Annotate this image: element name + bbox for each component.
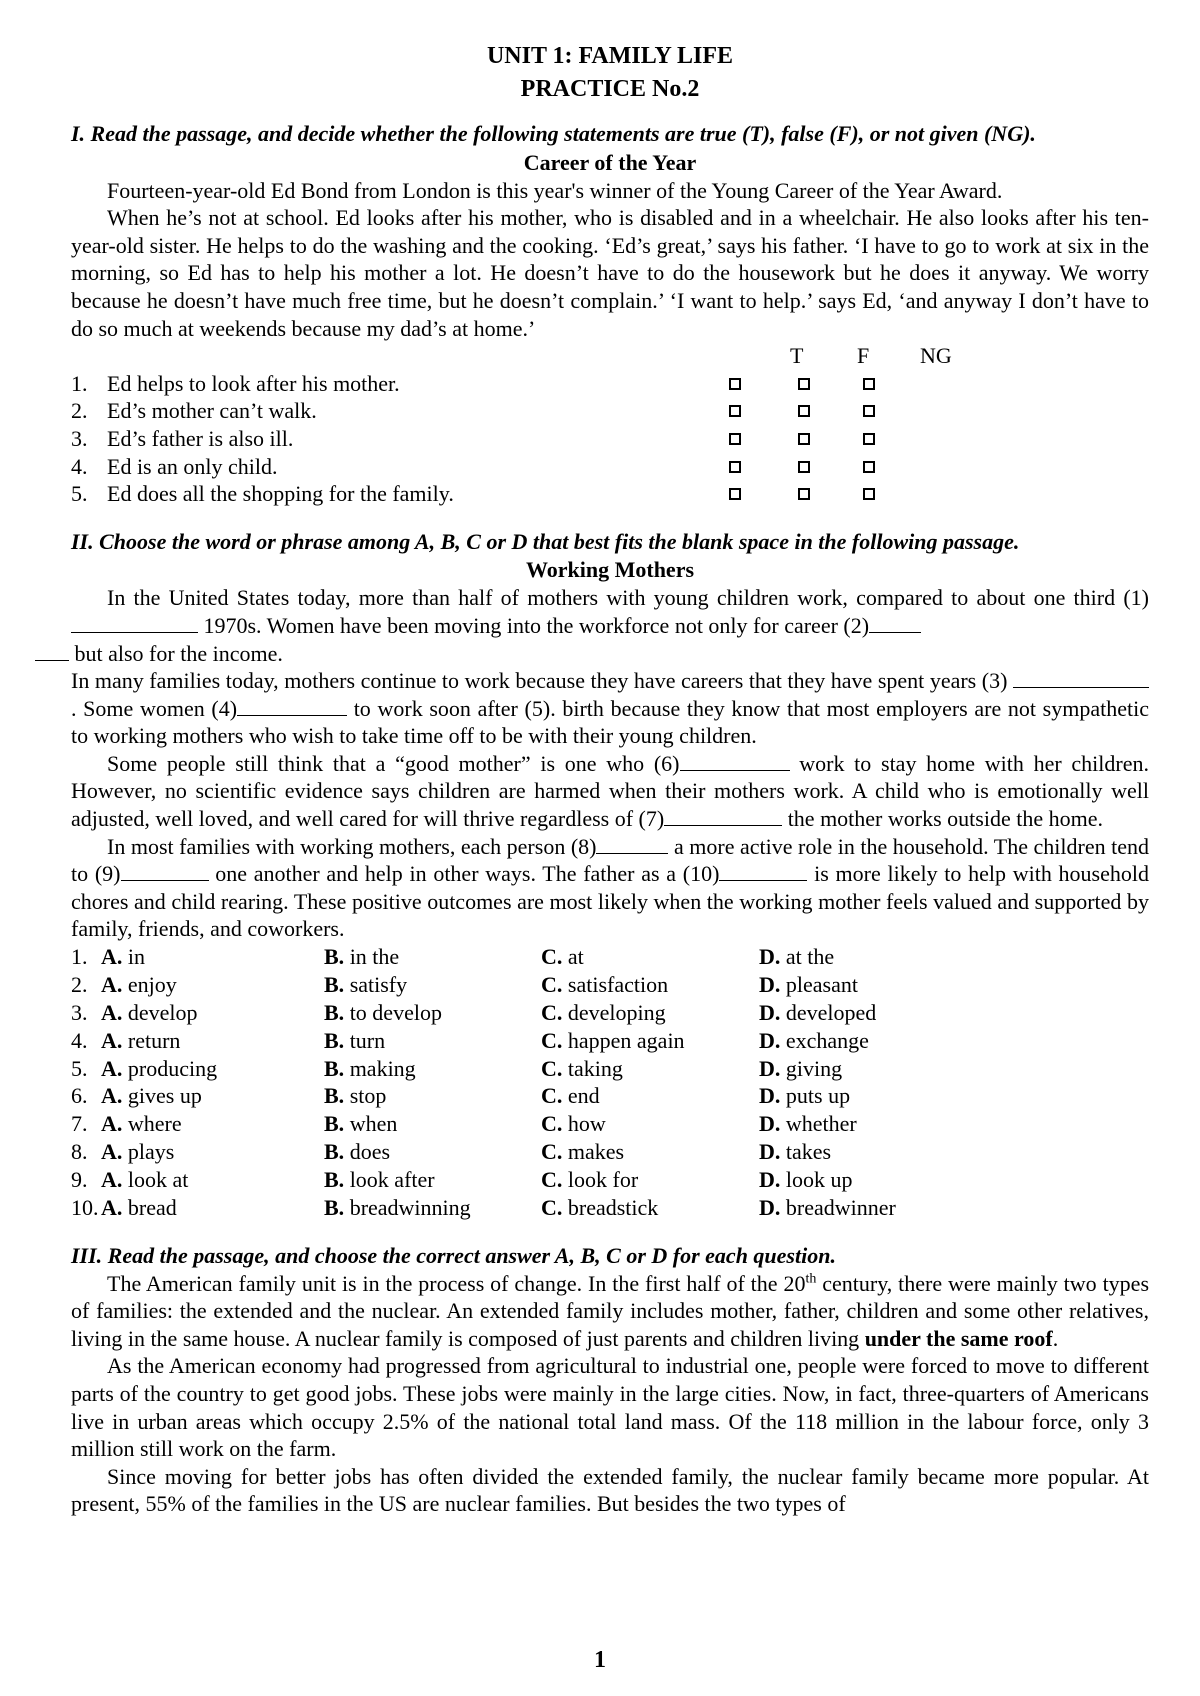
option-letter: B. bbox=[324, 944, 345, 970]
text-run: 1970s. Women have been moving into the workforce not only for career (2) bbox=[198, 612, 870, 638]
section3-paragraph-2: As the American economy had progressed from agricultural to industrial one, people were forced to move to different parts of the country to get good jobs. These jobs were mainly in the large cities. Now, in fact, three-quarters of Americans live in urban areas which occupy 2.5% of the national total land mass. Of the 118 million in the labour force, only 3 million still work on the farm. bbox=[71, 1353, 1149, 1462]
option-letter: D. bbox=[759, 1195, 781, 1221]
section2-passage-title: Working Mothers bbox=[525, 557, 695, 583]
option-text: look for bbox=[567, 1167, 639, 1193]
option-a[interactable] bbox=[101, 1027, 180, 1055]
question-number: 8. bbox=[71, 1139, 88, 1165]
option-text: in the bbox=[349, 944, 400, 970]
option-d[interactable] bbox=[759, 943, 834, 971]
option-text: enjoy bbox=[127, 971, 177, 997]
option-a[interactable] bbox=[101, 1138, 174, 1166]
option-letter: D. bbox=[759, 999, 781, 1025]
option-letter: D. bbox=[759, 1111, 781, 1137]
option-text: where bbox=[127, 1111, 182, 1137]
checkbox-ng[interactable] bbox=[863, 378, 875, 390]
option-text: bread bbox=[127, 1195, 177, 1221]
option-letter: C. bbox=[541, 1055, 563, 1081]
checkbox-t[interactable] bbox=[729, 433, 741, 445]
option-text: happen again bbox=[567, 1027, 685, 1053]
checkbox-ng[interactable] bbox=[863, 488, 875, 500]
statement-text: Ed does all the shopping for the family. bbox=[107, 481, 454, 507]
option-letter: D. bbox=[759, 1055, 781, 1081]
option-a[interactable] bbox=[101, 943, 145, 971]
option-c[interactable] bbox=[541, 1166, 638, 1194]
option-c[interactable] bbox=[541, 1027, 685, 1055]
blank-10[interactable] bbox=[719, 860, 807, 881]
option-letter: A. bbox=[101, 1027, 123, 1053]
option-row bbox=[71, 1027, 1149, 1055]
option-a[interactable] bbox=[101, 1055, 217, 1083]
option-b[interactable] bbox=[324, 1027, 385, 1055]
checkbox-f[interactable] bbox=[798, 461, 810, 473]
option-letter: C. bbox=[541, 944, 563, 970]
checkbox-t[interactable] bbox=[729, 488, 741, 500]
option-letter: D. bbox=[759, 1167, 781, 1193]
text-run: one another and help in other ways. The father as a (10) bbox=[208, 861, 720, 887]
worksheet-page bbox=[71, 40, 1149, 1518]
option-text: takes bbox=[785, 1139, 832, 1165]
option-row bbox=[71, 999, 1149, 1027]
option-letter: C. bbox=[541, 1139, 563, 1165]
option-b[interactable] bbox=[324, 1194, 471, 1222]
section3-paragraph-1 bbox=[71, 1270, 1149, 1353]
option-text: breadwinning bbox=[349, 1195, 471, 1221]
option-b[interactable] bbox=[324, 1082, 386, 1110]
option-row bbox=[71, 1055, 1149, 1083]
option-text: satisfy bbox=[349, 971, 408, 997]
option-row bbox=[71, 943, 1149, 971]
option-letter: C. bbox=[541, 999, 563, 1025]
option-b[interactable] bbox=[324, 999, 442, 1027]
text-run: . bbox=[1052, 1325, 1059, 1351]
section2-paragraph-1 bbox=[71, 584, 1149, 667]
option-d[interactable] bbox=[759, 1166, 853, 1194]
statement-number: 5. bbox=[71, 481, 88, 507]
option-c[interactable] bbox=[541, 1138, 624, 1166]
option-text: does bbox=[349, 1139, 391, 1165]
question-number: 7. bbox=[71, 1111, 88, 1137]
option-c[interactable] bbox=[541, 971, 668, 999]
option-row bbox=[71, 1138, 1149, 1166]
option-text: breadwinner bbox=[785, 1195, 896, 1221]
option-text: producing bbox=[127, 1055, 218, 1081]
option-text: giving bbox=[785, 1055, 843, 1081]
option-letter: B. bbox=[324, 1083, 345, 1109]
option-letter: D. bbox=[759, 1083, 781, 1109]
option-text: look at bbox=[127, 1167, 189, 1193]
option-text: develop bbox=[127, 999, 198, 1025]
option-text: at bbox=[567, 944, 584, 970]
practice-title: PRACTICE No.2 bbox=[520, 76, 700, 102]
option-b[interactable] bbox=[324, 971, 407, 999]
option-d[interactable] bbox=[759, 1027, 869, 1055]
text-run: a more active role in the household. The children tend to (9) bbox=[71, 833, 1149, 887]
question-number: 3. bbox=[71, 999, 88, 1025]
section1-paragraph-2: When he’s not at school. Ed looks after his mother, who is disabled and in a wheelchair. He also looks after his ten-year-old sister. He helps to do the washing and the cooking. ‘Ed’s great,’ says his father. ‘I have to go to work at six in the morning, so Ed has to help his mother a lot. He doesn’t have to do the housework but he does it anyway. We worry because he doesn’t have much free time, but he doesn’t complain.’ ‘I want to help.’ says Ed, ‘and anyway I don’t have to do so much at weekends because my dad’s at home.’ bbox=[71, 205, 1149, 341]
option-text: plays bbox=[127, 1139, 175, 1165]
option-text: when bbox=[349, 1111, 398, 1137]
option-text: pleasant bbox=[785, 971, 858, 997]
column-header-f: F bbox=[857, 343, 870, 369]
option-text: return bbox=[127, 1027, 181, 1053]
statement-number: 2. bbox=[71, 398, 88, 424]
option-letter: C. bbox=[541, 971, 563, 997]
question-number: 9. bbox=[71, 1167, 88, 1193]
section2-paragraph-3 bbox=[71, 750, 1149, 833]
statement-row bbox=[71, 425, 1149, 453]
option-letter: B. bbox=[324, 1027, 345, 1053]
option-text: whether bbox=[785, 1111, 857, 1137]
statement-row bbox=[71, 370, 1149, 398]
option-letter: A. bbox=[101, 1139, 123, 1165]
section3-instruction: III. Read the passage, and choose the correct answer A, B, C or D for each question. bbox=[71, 1242, 836, 1268]
option-letter: A. bbox=[101, 944, 123, 970]
option-text: to develop bbox=[349, 999, 442, 1025]
option-c[interactable] bbox=[541, 1082, 600, 1110]
statement-text: Ed’s father is also ill. bbox=[107, 425, 294, 451]
page-number: 1 bbox=[594, 1647, 606, 1673]
column-header-t: T bbox=[790, 343, 804, 369]
bold-phrase: under the same roof bbox=[864, 1325, 1053, 1351]
text-run: Some people still think that a “good mother” is one who (6) bbox=[107, 750, 680, 776]
superscript: th bbox=[805, 1271, 817, 1287]
checkbox-t[interactable] bbox=[729, 461, 741, 473]
section2-paragraph-4 bbox=[71, 833, 1149, 943]
option-c[interactable] bbox=[541, 1110, 606, 1138]
text-run: work to stay home with her children. However, no scientific evidence says children are harmed when their mothers work. A child who is emotionally well adjusted, well loved, and well cared for will thrive regardless of (7) bbox=[71, 750, 1149, 832]
option-text: how bbox=[567, 1111, 606, 1137]
option-a[interactable] bbox=[101, 1110, 182, 1138]
section1-passage-title: Career of the Year bbox=[523, 149, 697, 175]
option-row bbox=[71, 971, 1149, 999]
option-letter: B. bbox=[324, 999, 345, 1025]
statement-number: 4. bbox=[71, 453, 88, 479]
option-letter: B. bbox=[324, 1195, 345, 1221]
option-d[interactable] bbox=[759, 1138, 831, 1166]
option-c[interactable] bbox=[541, 999, 666, 1027]
option-text: taking bbox=[567, 1055, 623, 1081]
blank-2[interactable] bbox=[869, 612, 921, 633]
option-d[interactable] bbox=[759, 999, 876, 1027]
option-letter: C. bbox=[541, 1111, 563, 1137]
question-number: 2. bbox=[71, 971, 88, 997]
option-text: turn bbox=[349, 1027, 386, 1053]
section1-instruction: I. Read the passage, and decide whether the following statements are true (T), false (F), or not given (NG). bbox=[71, 121, 1036, 146]
blank-8[interactable] bbox=[596, 833, 668, 854]
option-row bbox=[71, 1194, 1149, 1222]
option-text: gives up bbox=[127, 1083, 202, 1109]
checkbox-f[interactable] bbox=[798, 433, 810, 445]
unit-title: UNIT 1: FAMILY LIFE bbox=[486, 43, 734, 69]
statement-number: 3. bbox=[71, 425, 88, 451]
option-letter: D. bbox=[759, 1139, 781, 1165]
blank-7[interactable] bbox=[664, 805, 782, 826]
option-row bbox=[71, 1166, 1149, 1194]
question-number: 1. bbox=[71, 944, 88, 970]
section2-instruction: II. Choose the word or phrase among A, B, C or D that best fits the blank space in the following passage. bbox=[71, 528, 1020, 554]
option-d[interactable] bbox=[759, 971, 858, 999]
checkbox-f[interactable] bbox=[798, 378, 810, 390]
option-b[interactable] bbox=[324, 1110, 397, 1138]
tf-column-headers bbox=[71, 342, 1149, 370]
blank-6[interactable] bbox=[680, 750, 790, 771]
statement-number: 1. bbox=[71, 370, 88, 396]
option-text: makes bbox=[567, 1139, 625, 1165]
statement-text: Ed is an only child. bbox=[107, 453, 278, 479]
option-c[interactable] bbox=[541, 943, 584, 971]
option-letter: B. bbox=[324, 1055, 345, 1081]
blank-4[interactable] bbox=[237, 695, 347, 716]
option-letter: D. bbox=[759, 1027, 781, 1053]
text-run: is more likely to help with household chores and child rearing. These positive outcomes are most likely when the working mother feels valued and supported by family, friends, and coworkers. bbox=[71, 861, 1149, 942]
text-run: to work soon after (5). birth because they know that most employers are not sympathetic to working mothers who wish to take time off to be with their young children. bbox=[71, 695, 1149, 749]
checkbox-f[interactable] bbox=[798, 488, 810, 500]
blank-3[interactable] bbox=[1013, 667, 1149, 688]
option-text: stop bbox=[349, 1083, 387, 1109]
text-run: but also for the income. bbox=[69, 640, 283, 666]
option-text: developed bbox=[785, 999, 877, 1025]
option-text: end bbox=[567, 1083, 600, 1109]
option-letter: B. bbox=[324, 1139, 345, 1165]
section2-paragraph-2 bbox=[71, 667, 1149, 750]
option-b[interactable] bbox=[324, 1055, 416, 1083]
option-letter: A. bbox=[101, 1167, 123, 1193]
option-letter: A. bbox=[101, 1055, 123, 1081]
option-text: look up bbox=[785, 1167, 853, 1193]
option-letter: D. bbox=[759, 944, 781, 970]
option-d[interactable] bbox=[759, 1055, 842, 1083]
option-letter: D. bbox=[759, 971, 781, 997]
option-letter: A. bbox=[101, 1083, 123, 1109]
section1-paragraph-1: Fourteen-year-old Ed Bond from London is this year's winner of the Young Career of the Year Award. bbox=[107, 177, 1003, 203]
option-letter: C. bbox=[541, 1083, 563, 1109]
text-run: In many families today, mothers continue to work because they have careers that they have spent years (3) bbox=[71, 668, 1013, 694]
option-letter: B. bbox=[324, 1111, 345, 1137]
option-text: puts up bbox=[785, 1083, 851, 1109]
option-a[interactable] bbox=[101, 1166, 188, 1194]
statement-text: Ed’s mother can’t walk. bbox=[107, 398, 317, 424]
text-run: century, there were mainly two types of families: the extended and the nuclear. An extended family includes mother, father, children and some other relatives, living in the same house. A nuclear family is composed of just parents and children living bbox=[71, 1270, 1150, 1351]
question-number: 4. bbox=[71, 1027, 88, 1053]
option-text: exchange bbox=[785, 1027, 869, 1053]
option-b[interactable] bbox=[324, 1138, 390, 1166]
option-text: breadstick bbox=[567, 1195, 659, 1221]
option-text: at the bbox=[785, 944, 835, 970]
option-text: in bbox=[127, 944, 146, 970]
option-letter: B. bbox=[324, 971, 345, 997]
question-number: 6. bbox=[71, 1083, 88, 1109]
option-text: developing bbox=[567, 999, 666, 1025]
option-d[interactable] bbox=[759, 1110, 857, 1138]
option-a[interactable] bbox=[101, 1194, 177, 1222]
option-b[interactable] bbox=[324, 943, 399, 971]
option-letter: B. bbox=[324, 1167, 345, 1193]
option-letter: A. bbox=[101, 1111, 123, 1137]
option-b[interactable] bbox=[324, 1166, 435, 1194]
option-c[interactable] bbox=[541, 1055, 623, 1083]
blank-1[interactable] bbox=[71, 612, 198, 633]
text-run: In most families with working mothers, each person (8) bbox=[107, 833, 597, 859]
column-header-ng: NG bbox=[920, 343, 952, 369]
statement-row bbox=[71, 480, 1149, 508]
option-list bbox=[71, 943, 1149, 1222]
statement-row bbox=[71, 397, 1149, 425]
text-run: . Some women (4) bbox=[71, 695, 238, 721]
checkbox-ng[interactable] bbox=[863, 405, 875, 417]
option-text: satisfaction bbox=[567, 971, 669, 997]
checkbox-t[interactable] bbox=[729, 405, 741, 417]
statement-list bbox=[71, 370, 1149, 508]
option-letter: A. bbox=[101, 999, 123, 1025]
text-run: the mother works outside the home. bbox=[782, 806, 1103, 832]
option-letter: C. bbox=[541, 1195, 563, 1221]
option-letter: A. bbox=[101, 971, 123, 997]
option-letter: A. bbox=[101, 1195, 123, 1221]
blank-9[interactable] bbox=[121, 860, 209, 881]
statement-row bbox=[71, 453, 1149, 481]
option-d[interactable] bbox=[759, 1082, 850, 1110]
text-run: In the United States today, more than half of mothers with young children work, compared to about one third (1) bbox=[107, 585, 1149, 611]
blank-2-cont[interactable] bbox=[35, 640, 69, 661]
option-row bbox=[71, 1110, 1149, 1138]
option-a[interactable] bbox=[101, 1082, 202, 1110]
checkbox-ng[interactable] bbox=[863, 461, 875, 473]
option-text: making bbox=[349, 1055, 416, 1081]
option-d[interactable] bbox=[759, 1194, 896, 1222]
checkbox-t[interactable] bbox=[729, 378, 741, 390]
checkbox-f[interactable] bbox=[798, 405, 810, 417]
option-text: look after bbox=[349, 1167, 435, 1193]
section3-paragraph-3: Since moving for better jobs has often divided the extended family, the nuclear family became more popular. At present, 55% of the families in the US are nuclear families. But besides the two types of bbox=[71, 1463, 1149, 1517]
option-a[interactable] bbox=[101, 999, 198, 1027]
checkbox-ng[interactable] bbox=[863, 433, 875, 445]
text-run: The American family unit is in the process of change. In the first half of the 20 bbox=[107, 1270, 806, 1296]
option-c[interactable] bbox=[541, 1194, 658, 1222]
question-number: 10. bbox=[71, 1195, 99, 1221]
option-letter: C. bbox=[541, 1167, 563, 1193]
option-letter: C. bbox=[541, 1027, 563, 1053]
option-row bbox=[71, 1082, 1149, 1110]
option-a[interactable] bbox=[101, 971, 177, 999]
question-number: 5. bbox=[71, 1055, 88, 1081]
statement-text: Ed helps to look after his mother. bbox=[107, 370, 400, 396]
